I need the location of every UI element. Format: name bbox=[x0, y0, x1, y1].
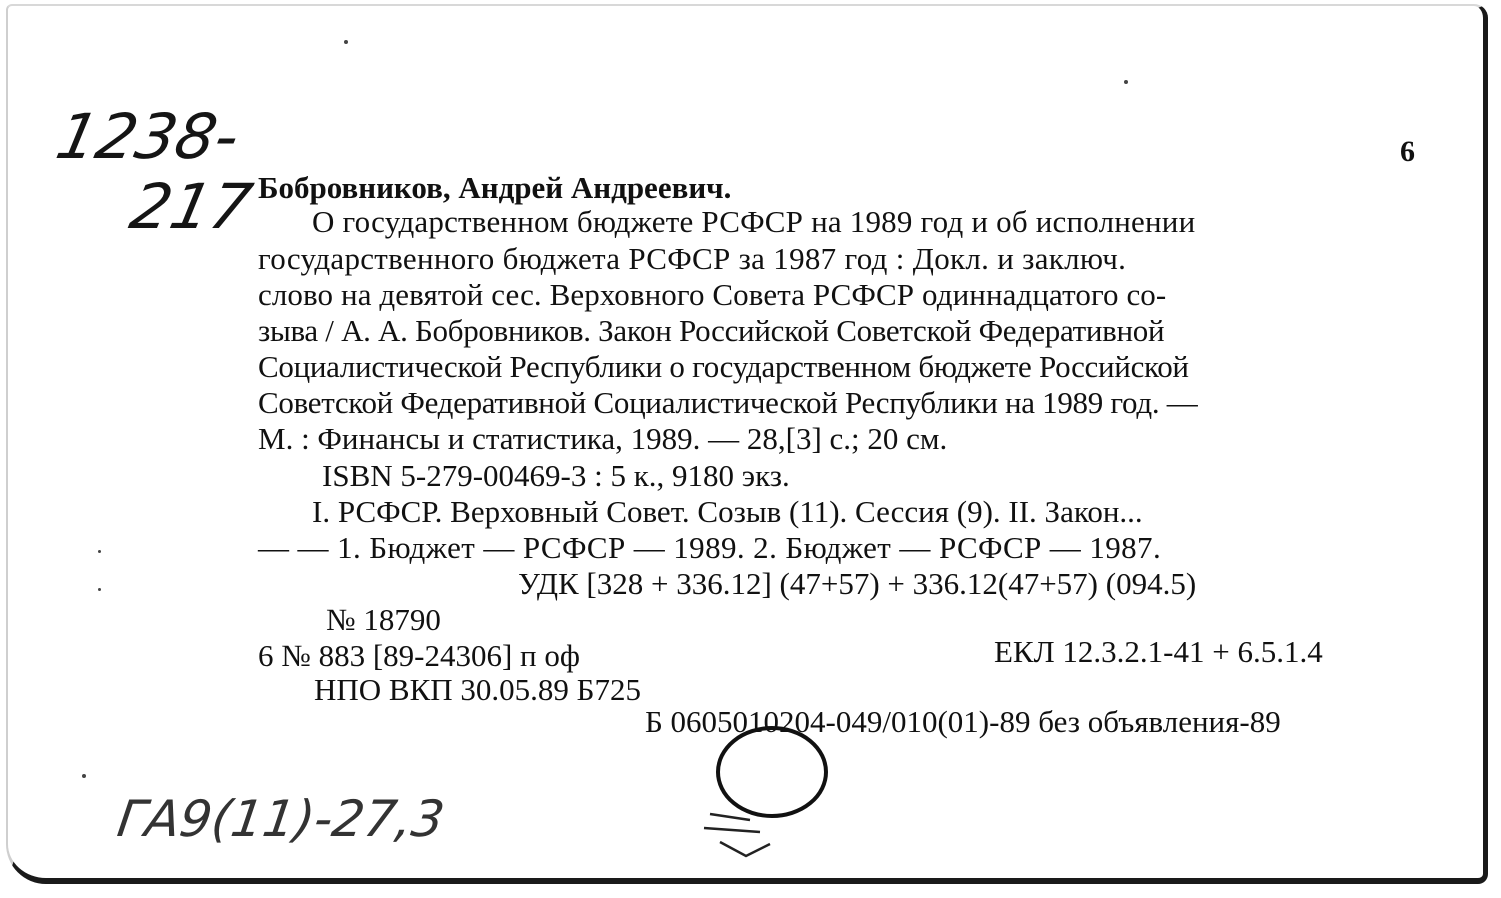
title-line: О государственном бюджете РСФСР на 1989 год и об исполнении bbox=[312, 204, 1196, 239]
title-line: зыва / А. А. Бобровников. Закон Российской Советской Федеративной bbox=[258, 313, 1165, 348]
order-line: 6 № 883 [89-24306] п оф bbox=[258, 638, 580, 673]
ink-speck bbox=[1124, 80, 1128, 84]
title-line: М. : Финансы и статистика, 1989. — 28,[3] с.; 20 см. bbox=[258, 421, 948, 456]
card-number: 6 bbox=[1400, 135, 1415, 168]
title-line: государственного бюджета РСФСР за 1987 год : Докл. и заключ. bbox=[258, 241, 1127, 276]
title-line: Советской Федеративной Социалистической Республики на 1989 год. — bbox=[258, 385, 1198, 420]
handwritten-call-number-line1: 1238- bbox=[50, 100, 246, 173]
record-number: № 18790 bbox=[326, 602, 441, 637]
subjects-line: — — 1. Бюджет — РСФСР — 1989. 2. Бюджет — РСФСР — 1987. bbox=[258, 530, 1162, 565]
ekl-classification: ЕКЛ 12.3.2.1-41 + 6.5.1.4 bbox=[994, 634, 1323, 669]
subjects-line: I. РСФСР. Верховный Совет. Созыв (11). Сессия (9). II. Закон... bbox=[312, 494, 1143, 529]
title-line: Социалистической Республики о государственном бюджете Российской bbox=[258, 349, 1189, 384]
handwritten-call-number-line2: 217 bbox=[124, 170, 259, 243]
ink-speck bbox=[344, 40, 348, 44]
npo-line: НПО ВКП 30.05.89 Б725 bbox=[314, 672, 641, 707]
pencil-shelf-note: ГА9(11)-27,3 bbox=[113, 790, 448, 848]
ink-speck bbox=[82, 774, 86, 778]
title-line: слово на девятой сес. Верховного Совета РСФСР одиннадцатого со- bbox=[258, 277, 1167, 312]
ink-speck bbox=[98, 550, 101, 553]
isbn-line: ISBN 5-279-00469-3 : 5 к., 9180 экз. bbox=[322, 458, 790, 493]
ink-speck bbox=[98, 588, 101, 591]
pen-circle-mark bbox=[690, 720, 870, 870]
udk-classification: УДК [328 + 336.12] (47+57) + 336.12(47+57) (094.5) bbox=[518, 566, 1197, 601]
author-heading: Бобровников, Андрей Андреевич. bbox=[258, 170, 732, 205]
index-line: Б 0605010204-049/010(01)-89 без объявления-89 bbox=[645, 704, 1281, 739]
